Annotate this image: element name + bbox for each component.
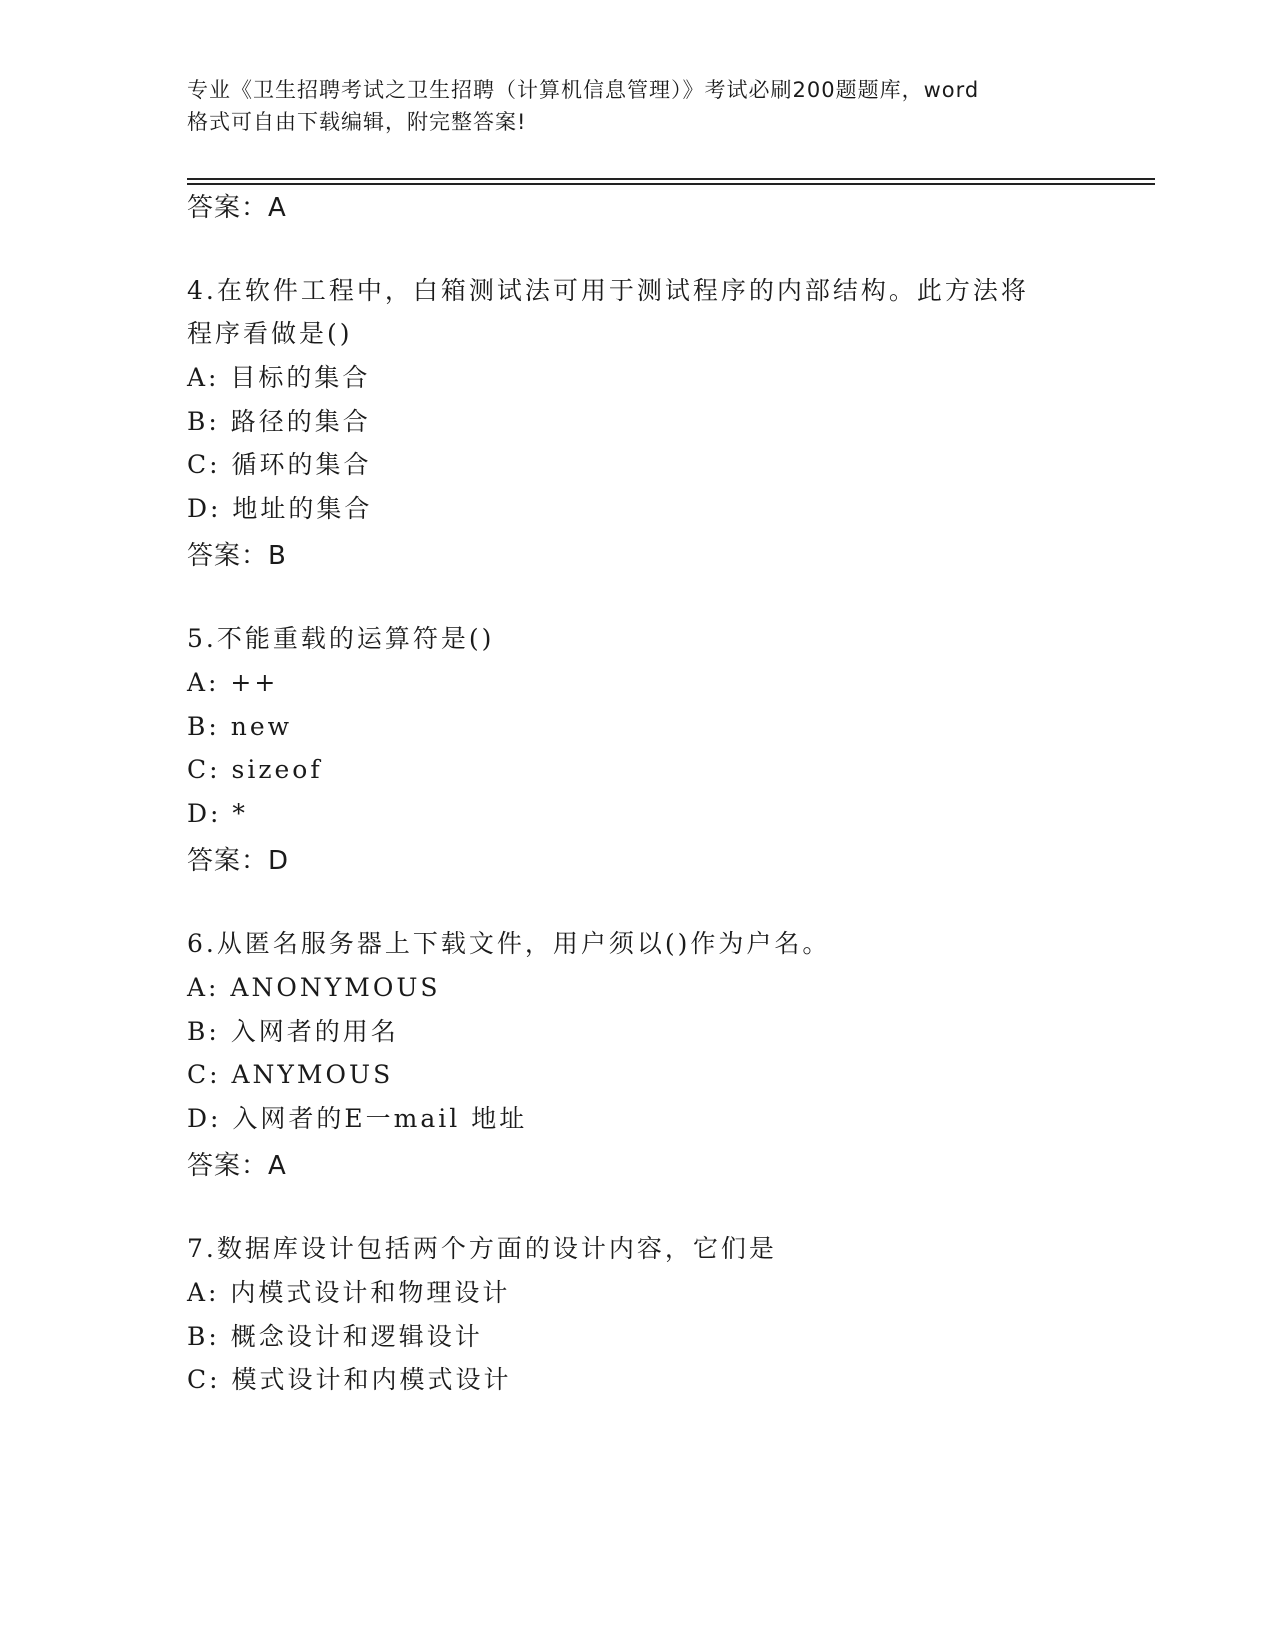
- question-4-stem-line-1: 4.在软件工程中，白箱测试法可用于测试程序的内部结构。此方法将: [187, 276, 1029, 305]
- question-6-option-b: B: 入网者的用名: [187, 1017, 399, 1046]
- question-4-option-a: A: 目标的集合: [187, 363, 371, 392]
- question-6-option-c: C: ANYMOUS: [187, 1060, 394, 1089]
- question-6-stem: 6.从匿名服务器上下载文件，用户须以()作为户名。: [187, 929, 831, 958]
- question-5-option-a: A: ++: [187, 668, 279, 697]
- question-7-option-a: A: 内模式设计和物理设计: [187, 1278, 511, 1307]
- header-line-1: 专业《卫生招聘考试之卫生招聘（计算机信息管理）》考试必刷200题题库，word: [187, 78, 980, 102]
- question-5-answer: 答案：D: [187, 846, 290, 876]
- question-4-option-d: D: 地址的集合: [187, 494, 373, 523]
- question-4-option-c: C: 循环的集合: [187, 450, 372, 479]
- question-7-stem: 7.数据库设计包括两个方面的设计内容，它们是: [187, 1234, 777, 1263]
- question-5-option-b: B: new: [187, 712, 293, 741]
- question-7-option-c: C: 模式设计和内模式设计: [187, 1365, 512, 1394]
- question-4-option-b: B: 路径的集合: [187, 407, 371, 436]
- question-4-stem-line-2: 程序看做是(): [187, 319, 353, 348]
- question-6-option-d: D: 入网者的E一mail 地址: [187, 1104, 528, 1133]
- question-6-option-a: A: ANONYMOUS: [187, 973, 441, 1002]
- question-6-answer: 答案：A: [187, 1151, 287, 1181]
- question-5-stem: 5.不能重载的运算符是(): [187, 624, 495, 653]
- header-line-2: 格式可自由下载编辑，附完整答案!: [187, 110, 527, 134]
- header-divider-top: [187, 178, 1155, 180]
- header-divider-bottom: [187, 183, 1155, 185]
- question-5-option-c: C: sizeof: [187, 755, 323, 784]
- question-4-answer: 答案：B: [187, 541, 287, 571]
- question-7-option-b: B: 概念设计和逻辑设计: [187, 1322, 483, 1351]
- document-header: [187, 74, 1087, 138]
- question-5-option-d: D: *: [187, 799, 248, 828]
- answer-previous: 答案：A: [187, 193, 287, 223]
